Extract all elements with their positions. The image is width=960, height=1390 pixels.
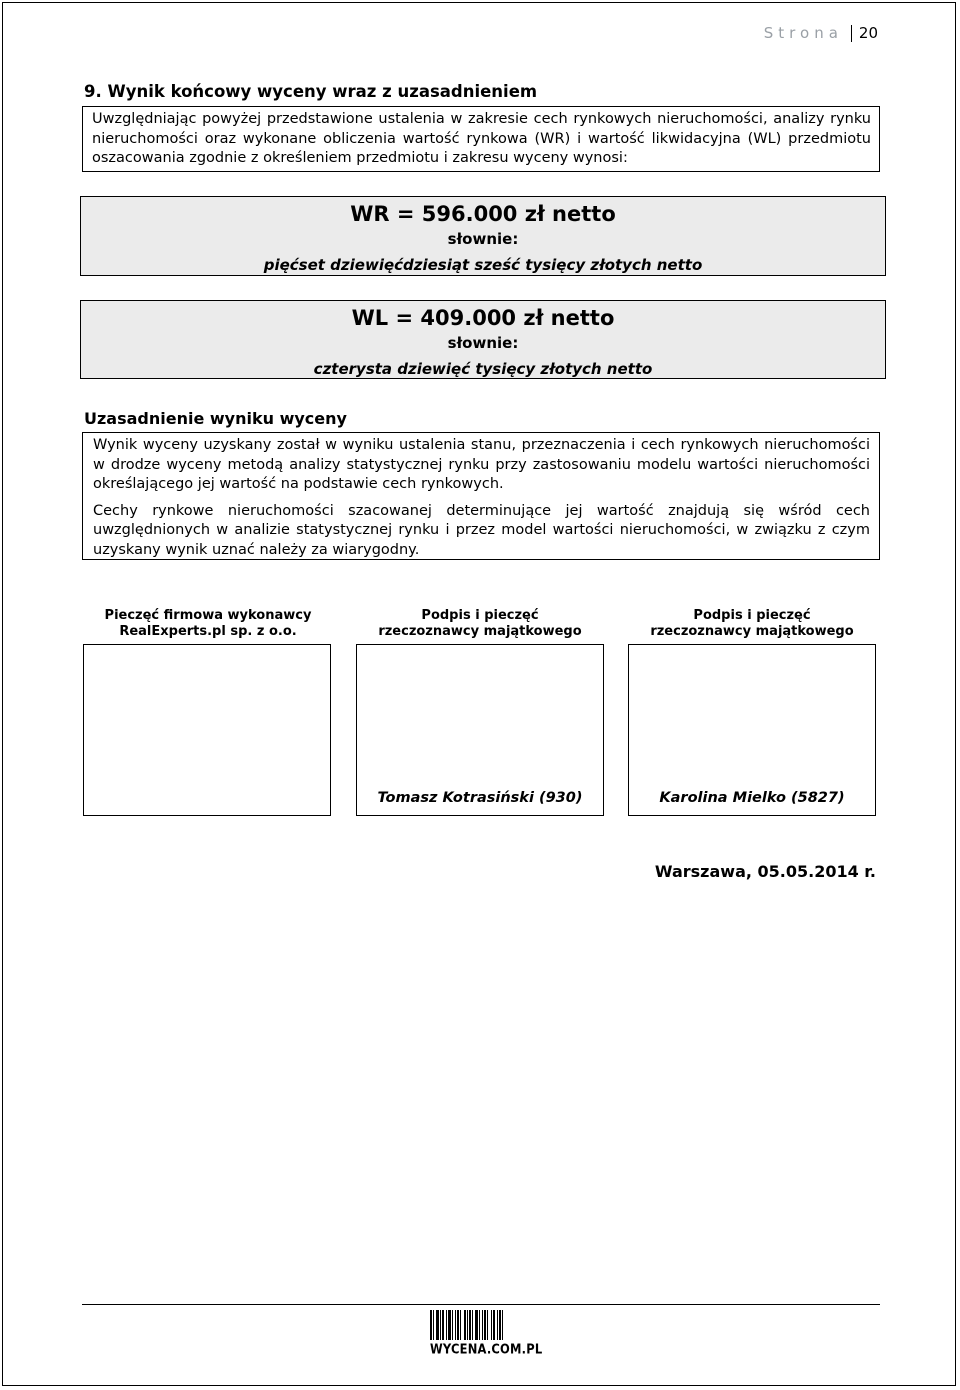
appraiser1-label-line2: rzeczoznawcy majątkowego (378, 624, 582, 639)
place-and-date: Warszawa, 05.05.2014 r. (654, 862, 876, 881)
market-value-box (80, 196, 886, 276)
company-stamp-label-line2: RealExperts.pl sp. z o.o. (119, 624, 297, 639)
section-title: 9. Wynik końcowy wyceny wraz z uzasadnieniem (84, 82, 538, 101)
market-value: WR = 596.000 zł netto (350, 202, 616, 226)
company-stamp-label (83, 608, 333, 640)
page-number: 20 (858, 24, 878, 42)
appraiser1-label-line1: Podpis i pieczęć (421, 608, 539, 623)
intro-box (82, 106, 880, 172)
intro-text: Uwzględniając powyżej przedstawione ustalenia w zakresie cech rynkowych nieruchomości, analizy rynku nieruchomości oraz wykonane obliczenia wartość rynkowa (WR) i wartość likwidacyjna (WL) przedmiotu oszacowania zgodnie z określeniem przedmiotu i zakresu wyceny wynosi: (92, 111, 871, 166)
appraiser2-label-line1: Podpis i pieczęć (693, 608, 811, 623)
justification-heading: Uzasadnienie wyniku wyceny (84, 409, 347, 428)
company-stamp-label-line1: Pieczęć firmowa wykonawcy (104, 608, 312, 623)
liquidation-value: WL = 409.000 zł netto (351, 306, 615, 330)
page-header (764, 24, 878, 42)
header-divider (851, 25, 852, 42)
justification-paragraph-1: Wynik wyceny uzyskany został w wyniku ustalenia stanu, przeznaczenia i cech rynkowych nieruchomości w drodze wyceny metodą analizy statystycznej rynku przy zastosowaniu modelu wartości nieruchomości określającego jej wartość na podstawie cech rynkowych. (93, 437, 870, 492)
footer-divider (82, 1304, 880, 1305)
market-value-slownie-label: słownie: (447, 230, 519, 248)
page-word: Strona (763, 24, 843, 42)
justification-box (82, 432, 880, 560)
liquidation-value-in-words: czterysta dziewięć tysięcy złotych netto (313, 360, 653, 378)
liquidation-value-slownie-label: słownie: (447, 334, 519, 352)
barcode-icon (430, 1310, 528, 1340)
appraiser2-name: Karolina Mielko (5827) (659, 790, 845, 806)
logo-text: WYCENA.COM.PL (430, 1340, 543, 1358)
justification-paragraph-2: Cechy rynkowe nieruchomości szacowanej determinujące jej wartość znajdują się wśród cech uwzględnionych w analizie statystycznej rynku i przez model wartości nieruchomości, w związku z czym uzyskany wynik uznać należy za wiarygodny. (93, 502, 870, 558)
liquidation-value-box (80, 300, 886, 379)
market-value-in-words: pięćset dziewięćdziesiąt sześć tysięcy złotych netto (263, 256, 703, 274)
appraiser2-signature-label (627, 608, 877, 640)
appraiser1-signature-label (355, 608, 605, 640)
company-stamp-box (83, 644, 331, 816)
wycena-logo (430, 1310, 543, 1358)
appraiser1-name: Tomasz Kotrasiński (930) (377, 790, 583, 806)
appraiser2-label-line2: rzeczoznawcy majątkowego (650, 624, 854, 639)
